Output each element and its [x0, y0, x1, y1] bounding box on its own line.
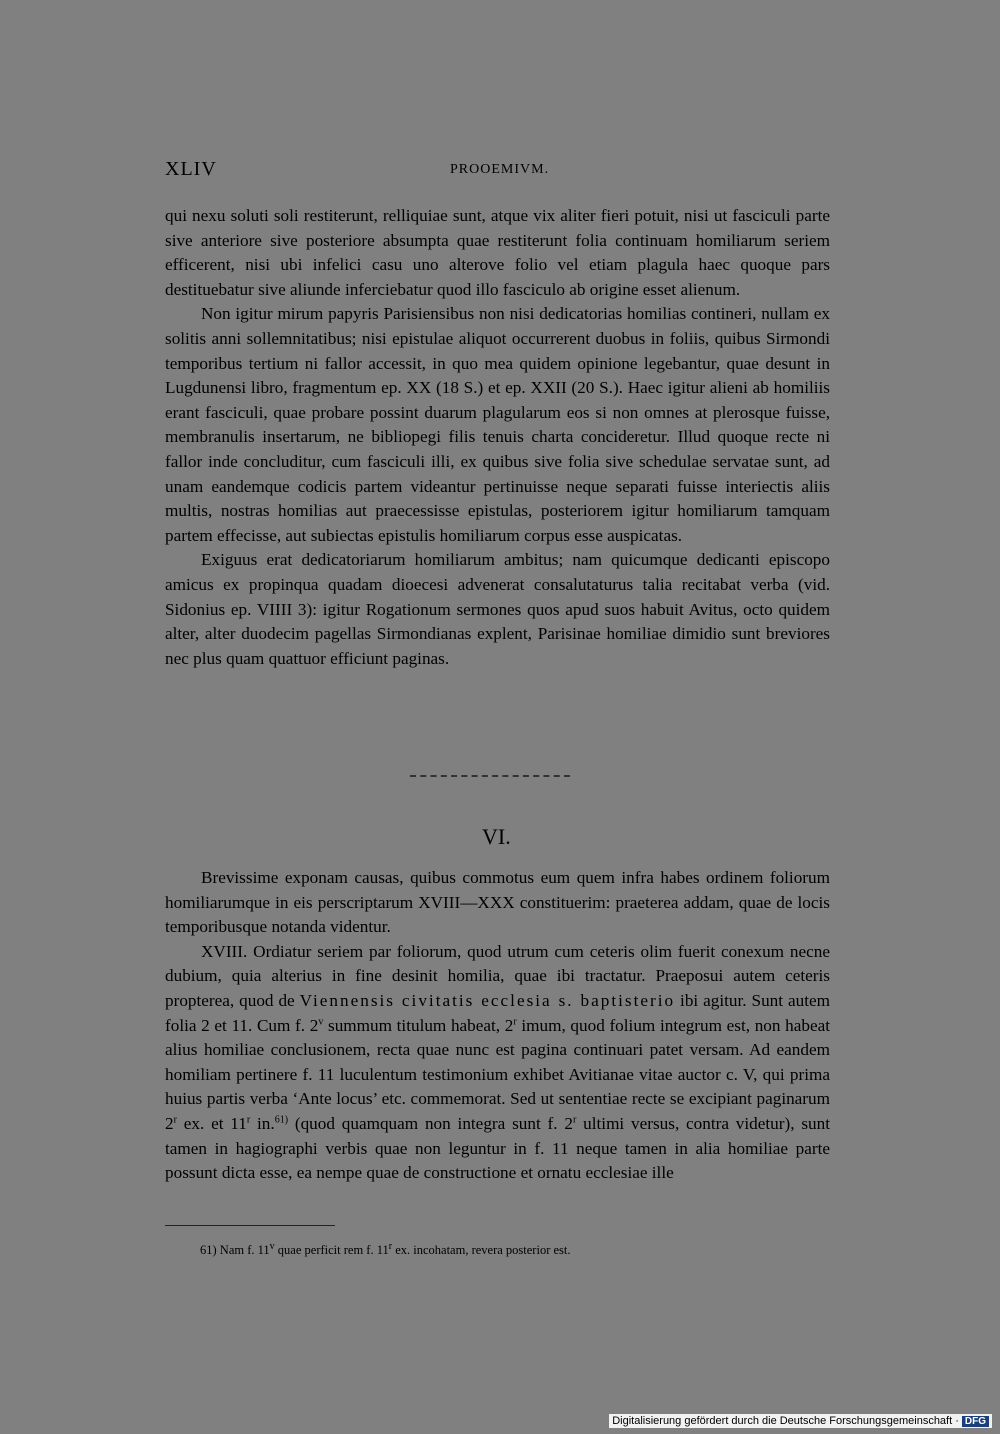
paragraph: Brevissime exponam causas, quibus commotus eum quem infra habes ordinem foliorum homiliarumque in eis perscriptarum XVIII—XXX constituerim: praeterea addam, quae de locis temporibusque notanda videntur. — [165, 868, 830, 937]
footnote-reference: 61) — [274, 1114, 289, 1126]
footnote-text: ex. incohatam, revera posterior est. — [392, 1243, 571, 1257]
text-run: (quod quamquam non integra sunt f. 2 — [288, 1113, 573, 1133]
section-heading: VI. — [482, 824, 511, 849]
footnote-text: quae perficit rem f. 11 — [274, 1243, 389, 1257]
superscript: r — [388, 1240, 393, 1252]
dfg-logo-icon: DFG — [962, 1416, 989, 1427]
running-title: PROOEMIVM. — [450, 162, 550, 177]
text-run: ibi agitur. Sunt autem folia 2 et 11. Cum f. 2 — [165, 990, 830, 1035]
superscript: r — [572, 1114, 577, 1126]
section-text-2 — [165, 866, 830, 1186]
paragraph: Non igitur mirum papyris Parisiensibus non nisi dedicatorias homilias contineri, nullam ex solitis anni sollemnitatibus; nisi epistulae aliquot occurrerent duobus in foliis, quibus Sirmondi temporibus tertium ni fallor accessit, in quo mea quidem opinione legebantur, quae desunt in Lugdunensi libro, fragmentum ep. XX (18 S.) et ep. XXII (20 S.). Haec igitur alieni ab homiliis erant fasciculi, quae probare possint duarum plagularum eos si non omnes at plerosque fuisse, membranulis insertarum, ne bibliopegi filis tenuis charta concideretur. Illud quoque recte ni fallor inde concluditur, cum fasciculi illi, ex quibus sive folia sive schedulae servatae sunt, ad unam eandemque codicis partem videantur pertinuisse neque separati fuisse interiectis aliis multis, nostras homilias aut praecessisse epistulas, posteriorem igitur homiliarum tamquam partem effecisse, aut subiectas epistulis homiliarum corpus esse auspicatas. — [165, 304, 830, 545]
digitization-credit — [609, 1414, 992, 1428]
paragraph: qui nexu soluti soli restiterunt, relliquiae sunt, atque vix aliter fieri potuit, nisi ut fasciculi parte sive anteriore sive posteriore absumpta quae restiterunt folia continuam homiliarum seriem efficerent, nisi ubi infelici casu uno alterove folio vel etiam plagula haec quoque pars destituebatur sive aliunde inferciebatur quod illo fasciculo ab origine esset alienum. — [165, 206, 830, 299]
text-run: ultimi versus, contra videtur), sunt tamen in hagiographi verbis quae non leguntur in f. 11 neque tamen in alia homiliae parte possunt dicta esse, ea nempe quae de constructione et ornatu ecclesiae ille — [165, 1113, 830, 1183]
footnote — [200, 1242, 571, 1258]
superscript: r — [173, 1114, 177, 1126]
footnote-rule — [165, 1225, 335, 1226]
text-run: XVIII. Ordiatur seriem par foliorum, quod utrum cum ceteris olim fuerit conexum necne dubium, quia alterius in fine desinit homilia, quae ibi tractatur. Praeposui autem ceteris propterea, quod de — [165, 941, 830, 1010]
page-number: XLIV — [165, 158, 217, 180]
text-run: in. — [250, 1113, 275, 1133]
paragraph — [165, 940, 830, 1186]
spaced-text: Viennensis civitatis ecclesia s. baptisterio — [299, 990, 676, 1010]
paragraph: Exiguus erat dedicatoriarum homiliarum ambitus; nam quicumque dedicanti episcopo amicus ex propinqua quadam dioecesi advenerat consalutaturus talia recitabat verba (vid. Sidonius ep. VIIII 3): igitur Rogationum sermones quos apud suos habuit Avitus, octo quidem alter, alter duodecim pagellas Sirmondianas explent, Parisinae homiliae dimidio sunt breviores nec plus quam quattuor efficiunt paginas. — [165, 550, 830, 668]
superscript: v — [318, 1015, 324, 1027]
superscript: r — [513, 1015, 517, 1027]
section-text-1 — [165, 204, 830, 671]
text-run: imum, quod folium integrum est, non habeat alius homiliae conclusionem, recta quae nunc est pagina continuari patet versam. Ad eandem homiliam pertinere f. 11 luculentum testimonium exhibet Avitianae vitae auctor c. V, qui prima huius partis verba ‘Ante locus’ etc. commemorat. Sed ut sententiae recte se excipiant paginarum 2 — [165, 1015, 830, 1133]
text-run: ex. et 11 — [176, 1113, 247, 1133]
credit-text: Digitalisierung gefördert durch die Deutsche Forschungsgemeinschaft · — [612, 1415, 959, 1427]
footnote-text: 61) Nam f. 11 — [200, 1243, 270, 1257]
text-run: summum titulum habeat, 2 — [323, 1015, 514, 1035]
section-separator — [410, 775, 570, 777]
superscript: v — [269, 1240, 275, 1252]
superscript: r — [246, 1114, 251, 1126]
